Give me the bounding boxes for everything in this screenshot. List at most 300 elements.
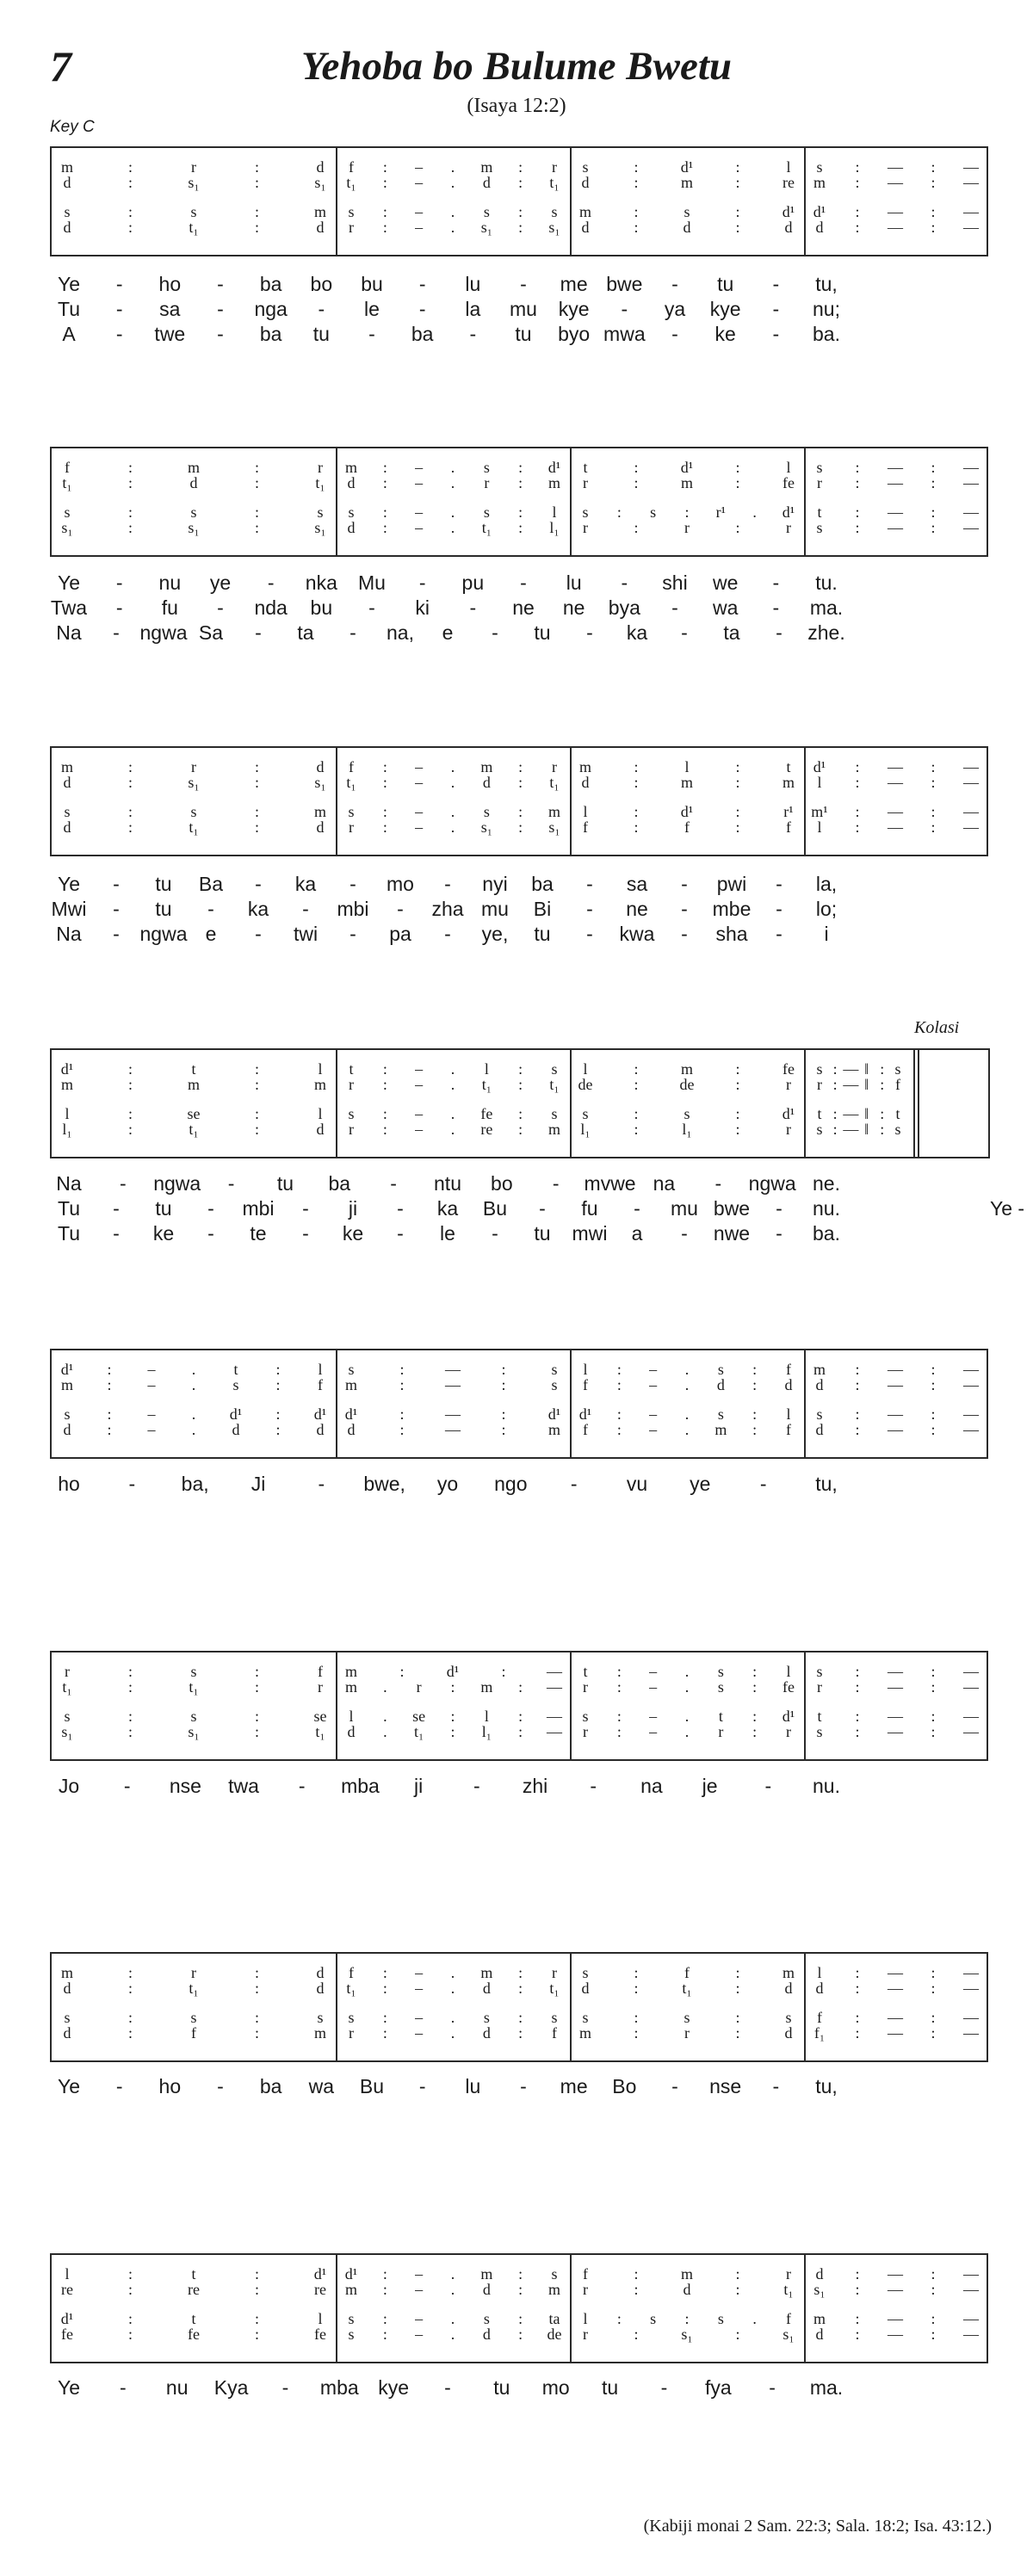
- note: t₁: [783, 2281, 794, 2298]
- lyric-syllable: Ji: [251, 1473, 266, 1495]
- note: se: [412, 1708, 426, 1725]
- lyric-syllable: Ye -: [989, 1197, 1025, 1220]
- beat-separator: :: [931, 774, 936, 791]
- beat-separator: :: [254, 474, 260, 491]
- beat-separator: :: [127, 158, 133, 176]
- note: s: [816, 519, 823, 536]
- lyric-syllable: nu;: [813, 298, 840, 320]
- note: d¹: [229, 1405, 243, 1423]
- note: —: [843, 1121, 859, 1138]
- beat-separator: :: [254, 219, 260, 236]
- note: r: [349, 219, 354, 236]
- note: f: [65, 459, 70, 476]
- note: m: [60, 1376, 74, 1393]
- note: .: [450, 174, 455, 191]
- beat-separator: :: [450, 1708, 455, 1725]
- note: –: [649, 1678, 658, 1696]
- note: m: [680, 774, 694, 791]
- beat-separator: :: [634, 474, 639, 491]
- beat-separator: :: [518, 1105, 523, 1122]
- note: d: [63, 1421, 71, 1438]
- bar-line: [336, 1652, 337, 1759]
- beat-separator: :: [855, 1964, 860, 1981]
- note: t₁: [481, 1076, 492, 1093]
- syllable-hyphen: -: [115, 298, 123, 320]
- staff-system: [50, 1349, 988, 1459]
- note: r: [786, 1121, 791, 1138]
- lyric-syllable: tu: [493, 2376, 510, 2399]
- note: m: [60, 1964, 74, 1981]
- note: l₁: [682, 1121, 692, 1138]
- beat-separator: :: [735, 1964, 740, 1981]
- lyric-syllable: tu,: [815, 273, 838, 295]
- beat-separator: :: [382, 1105, 387, 1122]
- note: m: [313, 803, 327, 820]
- beat-separator: :: [634, 803, 639, 820]
- staff-system: [50, 1048, 990, 1158]
- note: —: [963, 803, 979, 820]
- lyric-syllable: ke: [714, 323, 736, 345]
- lyric-syllable: tu: [534, 1222, 551, 1245]
- syllable-hyphen: -: [115, 596, 123, 619]
- lyric-line: [52, 872, 1016, 897]
- note: l: [786, 459, 791, 476]
- beat-separator: :: [855, 2326, 860, 2343]
- lyric-syllable: Kya: [213, 2376, 249, 2399]
- note: s₁: [813, 2281, 826, 2298]
- note: t₁: [549, 1076, 560, 1093]
- note: l₁: [62, 1121, 72, 1138]
- note: s: [190, 1663, 197, 1680]
- syllable-hyphen: -: [113, 1197, 120, 1220]
- syllable-hyphen: -: [302, 1222, 309, 1245]
- note: —: [888, 219, 903, 236]
- beat-separator: :: [382, 819, 387, 836]
- lyric-syllable: bo: [310, 273, 333, 295]
- lyric-syllable: ye: [690, 1473, 711, 1495]
- note: t₁: [62, 474, 72, 491]
- lyric-syllable: yo: [436, 1473, 459, 1495]
- lyric-syllable: mvwe: [584, 1172, 636, 1195]
- note: t: [786, 758, 791, 775]
- bar-line: [804, 1050, 806, 1157]
- note: t₁: [414, 1723, 424, 1740]
- note: s₁: [188, 174, 200, 191]
- note: s: [348, 2326, 355, 2343]
- note: .: [450, 1980, 455, 1997]
- beat-separator: :: [450, 1678, 455, 1696]
- lyric-syllable: twa: [228, 1775, 259, 1797]
- note: fe: [61, 2326, 73, 2343]
- note: l: [552, 503, 557, 521]
- lyric-syllable: nu.: [813, 1197, 840, 1220]
- note: s: [232, 1376, 239, 1393]
- lyrics-block: [52, 1171, 1025, 1246]
- syllable-hyphen: -: [217, 298, 224, 320]
- beat-separator: :: [855, 1708, 860, 1725]
- note: .: [450, 819, 455, 836]
- note: –: [415, 474, 424, 491]
- beat-separator: :: [382, 1060, 387, 1078]
- note: —: [888, 1708, 903, 1725]
- staff-system: [50, 746, 988, 856]
- beat-separator: :: [634, 2326, 639, 2343]
- note: m: [344, 459, 358, 476]
- beat-separator: :: [518, 1060, 523, 1078]
- note: —: [888, 819, 903, 836]
- lyric-syllable: na: [640, 1775, 663, 1797]
- lyric-syllable: Tu: [58, 1197, 80, 1220]
- syllable-hyphen: -: [227, 1172, 235, 1195]
- note: d: [347, 519, 356, 536]
- lyric-line: [52, 1171, 1016, 1196]
- beat-separator: :: [450, 1723, 455, 1740]
- syllable-hyphen: -: [681, 621, 688, 644]
- note: d¹: [547, 459, 561, 476]
- syllable-hyphen: -: [368, 323, 375, 345]
- beat-separator: :: [931, 1663, 936, 1680]
- lyric-line: [52, 922, 1016, 947]
- beat-separator: :: [518, 758, 523, 775]
- lyric-syllable: ki: [415, 596, 430, 619]
- beat-separator: :: [254, 1060, 260, 1078]
- beat-separator: :: [254, 803, 260, 820]
- beat-separator: :: [127, 519, 133, 536]
- note: d: [815, 1376, 824, 1393]
- note: f: [583, 2265, 588, 2283]
- note: m: [313, 2024, 327, 2042]
- beat-separator: :: [518, 1723, 523, 1740]
- note: t: [349, 1060, 354, 1078]
- lyric-syllable: me: [560, 273, 588, 295]
- note: d¹: [547, 1405, 561, 1423]
- note: r: [786, 1723, 791, 1740]
- lyric-syllable: Bu: [482, 1197, 508, 1220]
- syllable-hyphen: -: [207, 898, 214, 920]
- beat-separator: :: [880, 1076, 885, 1093]
- lyric-syllable: ba: [531, 873, 554, 895]
- note: m: [813, 2310, 826, 2327]
- lyric-syllable: kwa: [619, 923, 655, 945]
- note: l: [318, 2310, 323, 2327]
- beat-separator: :: [855, 203, 860, 220]
- note: —: [963, 2281, 979, 2298]
- beat-separator: :: [735, 803, 740, 820]
- beat-separator: :: [752, 1678, 758, 1696]
- note: d: [63, 174, 71, 191]
- beat-separator: :: [931, 758, 936, 775]
- note: l: [318, 1361, 323, 1378]
- note: t₁: [549, 174, 560, 191]
- lyric-syllable: ba: [259, 273, 282, 295]
- note: s: [551, 1361, 558, 1378]
- note: m: [547, 474, 561, 491]
- syllable-hyphen: -: [368, 596, 375, 619]
- beat-separator: :: [880, 1105, 885, 1122]
- note: d¹: [578, 1405, 592, 1423]
- beat-separator: :: [855, 1678, 860, 1696]
- lyrics-block: [52, 2074, 1016, 2099]
- beat-separator: :: [855, 2281, 860, 2298]
- note: d: [316, 1421, 325, 1438]
- note: .: [450, 2024, 455, 2042]
- note: m: [344, 1678, 358, 1696]
- note: —: [963, 1723, 979, 1740]
- note: s: [551, 2009, 558, 2026]
- lyric-syllable: me: [560, 2075, 588, 2097]
- note: –: [649, 1361, 658, 1378]
- syllable-hyphen: -: [113, 923, 120, 945]
- note: d¹: [680, 803, 694, 820]
- beat-separator: :: [855, 2265, 860, 2283]
- note: .: [684, 1678, 690, 1696]
- beat-separator: :: [254, 1678, 260, 1696]
- chorus-label: Kolasi: [914, 1018, 960, 1037]
- beat-separator: :: [634, 2009, 639, 2026]
- beat-separator: :: [382, 803, 387, 820]
- beat-separator: :: [382, 2024, 387, 2042]
- note: s: [816, 1723, 823, 1740]
- syllable-hyphen: -: [681, 898, 688, 920]
- note: —: [963, 503, 979, 521]
- beat-separator: :: [931, 503, 936, 521]
- lyric-syllable: na: [653, 1172, 676, 1195]
- bar-line: [804, 148, 806, 255]
- syllable-hyphen: -: [418, 273, 426, 295]
- syllable-hyphen: -: [113, 621, 120, 644]
- lyric-syllable: fu: [581, 1197, 598, 1220]
- beat-separator: :: [518, 2009, 523, 2026]
- note: .: [383, 1678, 387, 1696]
- syllable-hyphen: -: [255, 621, 262, 644]
- beat-separator: :: [735, 474, 740, 491]
- lyric-syllable: bwe,: [363, 1473, 405, 1495]
- note: r: [786, 1076, 791, 1093]
- lyric-syllable: Tu: [58, 1222, 80, 1245]
- beat-separator: :: [127, 1105, 133, 1122]
- beat-separator: :: [382, 2326, 387, 2343]
- note: l: [786, 158, 791, 176]
- beat-separator: :: [382, 219, 387, 236]
- note: –: [415, 158, 424, 176]
- note: .: [684, 1708, 690, 1725]
- syllable-hyphen: -: [772, 2075, 780, 2097]
- beat-separator: :: [931, 1361, 936, 1378]
- beat-separator: :: [855, 1376, 860, 1393]
- note: se: [187, 1105, 201, 1122]
- note: s: [650, 503, 657, 521]
- syllable-hyphen: -: [217, 323, 224, 345]
- beat-separator: :: [735, 758, 740, 775]
- note: s: [190, 203, 197, 220]
- lyric-syllable: e: [205, 923, 217, 945]
- beat-separator: :: [634, 819, 639, 836]
- note: .: [450, 2009, 455, 2026]
- note: .: [450, 519, 455, 536]
- note: fe: [782, 474, 795, 491]
- beat-separator: :: [127, 1708, 133, 1725]
- note: –: [415, 203, 424, 220]
- beat-separator: :: [254, 459, 260, 476]
- beat-separator: :: [518, 503, 523, 521]
- syllable-hyphen: -: [681, 1222, 688, 1245]
- beat-separator: :: [735, 2024, 740, 2042]
- note: .: [450, 2281, 455, 2298]
- note: l: [65, 1105, 70, 1122]
- beat-separator: :: [634, 1060, 639, 1078]
- syllable-hyphen: -: [520, 571, 527, 594]
- note: r: [718, 1723, 724, 1740]
- note: d: [316, 1964, 325, 1981]
- note: d: [316, 1980, 325, 1997]
- note: m: [680, 474, 694, 491]
- beat-separator: :: [518, 474, 523, 491]
- beat-separator: :: [127, 2024, 133, 2042]
- note: f: [583, 1421, 588, 1438]
- note: s: [348, 203, 355, 220]
- note: s₁: [480, 819, 492, 836]
- beat-separator: :: [399, 1376, 405, 1393]
- note: —: [888, 758, 903, 775]
- lyric-syllable: bu: [361, 273, 383, 295]
- beat-separator: :: [855, 503, 860, 521]
- note: .: [450, 1121, 455, 1138]
- beat-separator: :: [254, 758, 260, 775]
- note: m: [60, 158, 74, 176]
- note: d¹: [313, 2265, 327, 2283]
- lyric-syllable: kye: [378, 2376, 410, 2399]
- note: r: [318, 1678, 323, 1696]
- note: .: [191, 1405, 196, 1423]
- beat-separator: :: [399, 1405, 405, 1423]
- note: d: [784, 219, 793, 236]
- lyric-syllable: ka: [436, 1197, 459, 1220]
- note: s: [684, 203, 690, 220]
- syllable-hyphen: -: [621, 571, 628, 594]
- note: m: [187, 1076, 201, 1093]
- beat-separator: :: [752, 1708, 758, 1725]
- bar-line: [336, 448, 337, 555]
- note: —: [963, 1421, 979, 1438]
- note: r: [191, 758, 196, 775]
- lyric-syllable: ho: [158, 273, 182, 295]
- note: s₁: [61, 519, 73, 536]
- syllable-hyphen: -: [120, 2376, 127, 2399]
- beat-separator: :: [616, 1361, 622, 1378]
- beat-separator: :: [616, 503, 622, 521]
- note: f: [349, 1964, 354, 1981]
- lyric-syllable: Mu: [358, 571, 386, 594]
- note: –: [415, 2281, 424, 2298]
- lyric-syllable: sa: [626, 873, 648, 895]
- syllable-hyphen: -: [217, 596, 224, 619]
- beat-separator: :: [518, 459, 523, 476]
- lyric-syllable: ma.: [809, 2376, 844, 2399]
- note: d: [581, 219, 590, 236]
- lyric-syllable: mba: [319, 2376, 359, 2399]
- lyric-syllable: mbi: [337, 898, 369, 920]
- note: d: [815, 1421, 824, 1438]
- note: s₁: [61, 1723, 73, 1740]
- beat-separator: :: [127, 1964, 133, 1981]
- bar-line: [336, 1954, 337, 2060]
- beat-separator: :: [518, 1964, 523, 1981]
- staff-system: [50, 447, 988, 557]
- double-bar-line: [918, 1050, 919, 1157]
- note: r: [583, 519, 588, 536]
- beat-separator: :: [127, 203, 133, 220]
- footer-references: (Kabiji monai 2 Sam. 22:3; Sala. 18:2; Isa. 43:12.): [643, 2517, 992, 2536]
- lyric-syllable: Twa: [50, 596, 88, 619]
- lyric-line: [52, 322, 1016, 347]
- note: —: [963, 758, 979, 775]
- note: r¹: [783, 803, 794, 820]
- syllable-hyphen: -: [764, 1775, 772, 1797]
- note: —: [963, 1964, 979, 1981]
- beat-separator: :: [518, 158, 523, 176]
- beat-separator: :: [254, 1723, 260, 1740]
- beat-separator: :: [634, 2265, 639, 2283]
- note: s: [348, 1105, 355, 1122]
- beat-separator: :: [735, 774, 740, 791]
- lyric-line: [52, 1774, 1016, 1799]
- note: de: [679, 1076, 695, 1093]
- syllable-hyphen: -: [281, 2376, 289, 2399]
- syllable-hyphen: -: [207, 1197, 214, 1220]
- note: –: [649, 1723, 658, 1740]
- note: f: [786, 1361, 791, 1378]
- note: .: [450, 758, 455, 775]
- syllable-hyphen: -: [714, 1172, 722, 1195]
- lyric-syllable: tu: [717, 273, 734, 295]
- beat-separator: :: [832, 1105, 838, 1122]
- beat-separator: :: [275, 1361, 281, 1378]
- beat-separator: :: [382, 1964, 387, 1981]
- syllable-hyphen: -: [570, 1473, 578, 1495]
- beat-separator: :: [254, 519, 260, 536]
- beat-separator: :: [752, 1663, 758, 1680]
- lyric-syllable: nwe: [713, 1222, 751, 1245]
- beat-separator: :: [634, 1105, 639, 1122]
- syllable-hyphen: -: [120, 1172, 127, 1195]
- lyric-syllable: tu: [534, 621, 551, 644]
- note: d: [347, 474, 356, 491]
- lyric-syllable: twi: [293, 923, 319, 945]
- lyric-syllable: ne.: [813, 1172, 840, 1195]
- note: s: [717, 1361, 724, 1378]
- beat-separator: :: [382, 2009, 387, 2026]
- beat-separator: :: [931, 1980, 936, 1997]
- lyric-syllable: nu.: [813, 1775, 840, 1797]
- lyric-syllable: nyi: [482, 873, 508, 895]
- note: —: [963, 219, 979, 236]
- note: d¹: [60, 2310, 74, 2327]
- note: s₁: [188, 519, 200, 536]
- beat-separator: :: [735, 219, 740, 236]
- note: s: [816, 1663, 823, 1680]
- beat-separator: :: [634, 219, 639, 236]
- syllable-hyphen: -: [621, 298, 628, 320]
- beat-separator: :: [855, 758, 860, 775]
- beat-separator: :: [382, 2265, 387, 2283]
- note: d: [316, 158, 325, 176]
- lyric-syllable: ka: [294, 873, 317, 895]
- note: –: [415, 503, 424, 521]
- beat-separator: :: [634, 1980, 639, 1997]
- note: —: [888, 803, 903, 820]
- note: s: [551, 1376, 558, 1393]
- beat-separator: :: [518, 1708, 523, 1725]
